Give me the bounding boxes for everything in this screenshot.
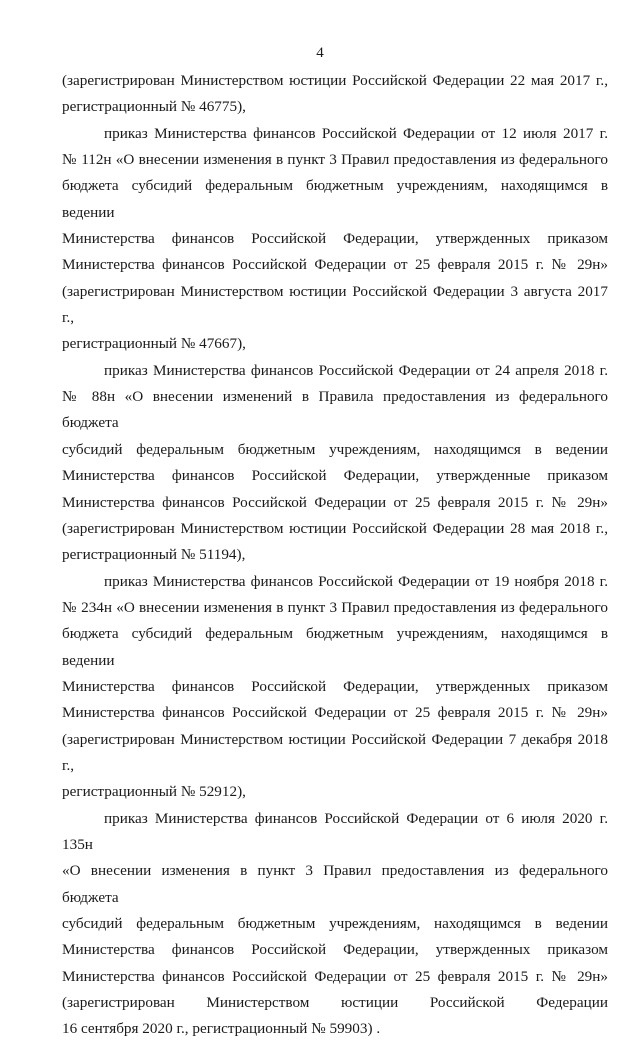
page-number: 4: [316, 45, 324, 61]
text-line: (зарегистрирован Министерством юстиции Российской Федерации: [62, 994, 608, 1012]
paragraph-4: [62, 569, 608, 806]
text-line: бюджета субсидий федеральным бюджетным учреждениям, находящимся в ведении: [62, 625, 608, 669]
text-line: приказ Министерства финансов Российской Федерации от 24 апреля 2018 г.: [104, 361, 608, 379]
paragraph-3: [62, 358, 608, 569]
text-line: регистрационный № 46775),: [62, 98, 246, 116]
text-line: Министерства финансов Российской Федерации, утвержденных приказом: [62, 677, 608, 695]
text-line: «О внесении изменения в пункт 3 Правил предоставления из федерального бюджета: [62, 862, 608, 906]
text-line: Министерства финансов Российской Федерации от 25 февраля 2015 г. № 29н»: [62, 704, 608, 722]
text-line: приказ Министерства финансов Российской Федерации от 6 июля 2020 г. 135н: [62, 809, 608, 853]
paragraph-1: [62, 68, 608, 121]
text-line: Министерства финансов Российской Федерации от 25 февраля 2015 г. № 29н»: [62, 493, 608, 511]
text-line: Министерства финансов Российской Федерации, утвержденных приказом: [62, 230, 608, 248]
text-line: Министерства финансов Российской Федерации от 25 февраля 2015 г. № 29н»: [62, 967, 608, 985]
text-line: регистрационный № 47667),: [62, 335, 246, 353]
text-line: № 112н «О внесении изменения в пункт 3 Правил предоставления из федерального: [62, 151, 608, 169]
text-line: субсидий федеральным бюджетным учреждениям, находящимся в ведении: [62, 915, 608, 932]
text-line: Министерства финансов Российской Федерации от 25 февраля 2015 г. № 29н»: [62, 256, 608, 274]
paragraph-2: [62, 121, 608, 358]
text-line: (зарегистрирован Министерством юстиции Российской Федерации 7 декабря 2018 г.,: [62, 730, 608, 774]
text-line: (зарегистрирован Министерством юстиции Российской Федерации 3 августа 2017 г.,: [62, 282, 608, 327]
text-line: № 234н «О внесении изменения в пункт 3 Правил предоставления из федерального: [62, 598, 608, 616]
text-line: бюджета субсидий федеральным бюджетным учреждениям, находящимся в ведении: [62, 177, 608, 221]
text-line: субсидий федеральным бюджетным учреждениям, находящимся в ведении: [62, 440, 608, 458]
text-line: № 88н «О внесении изменений в Правила предоставления из федерального бюджета: [62, 388, 608, 432]
text-line: регистрационный № 51194),: [62, 546, 246, 564]
document-body: [62, 68, 608, 1043]
text-line: Министерства финансов Российской Федерации, утвержденные приказом: [62, 467, 608, 485]
text-line: (зарегистрирован Министерством юстиции Российской Федерации 28 мая 2018 г.,: [62, 519, 608, 537]
paragraph-5: [62, 806, 608, 1043]
text-line: приказ Министерства финансов Российской Федерации от 19 ноября 2018 г.: [104, 572, 608, 590]
text-line: Министерства финансов Российской Федерации, утвержденных приказом: [62, 941, 608, 959]
text-line: 16 сентября 2020 г., регистрационный № 59903) .: [62, 1020, 381, 1038]
text-line: регистрационный № 52912),: [62, 783, 246, 801]
text-line: (зарегистрирован Министерством юстиции Российской Федерации 22 мая 2017 г.,: [62, 72, 608, 89]
text-line: приказ Министерства финансов Российской Федерации от 12 июля 2017 г.: [104, 124, 608, 142]
